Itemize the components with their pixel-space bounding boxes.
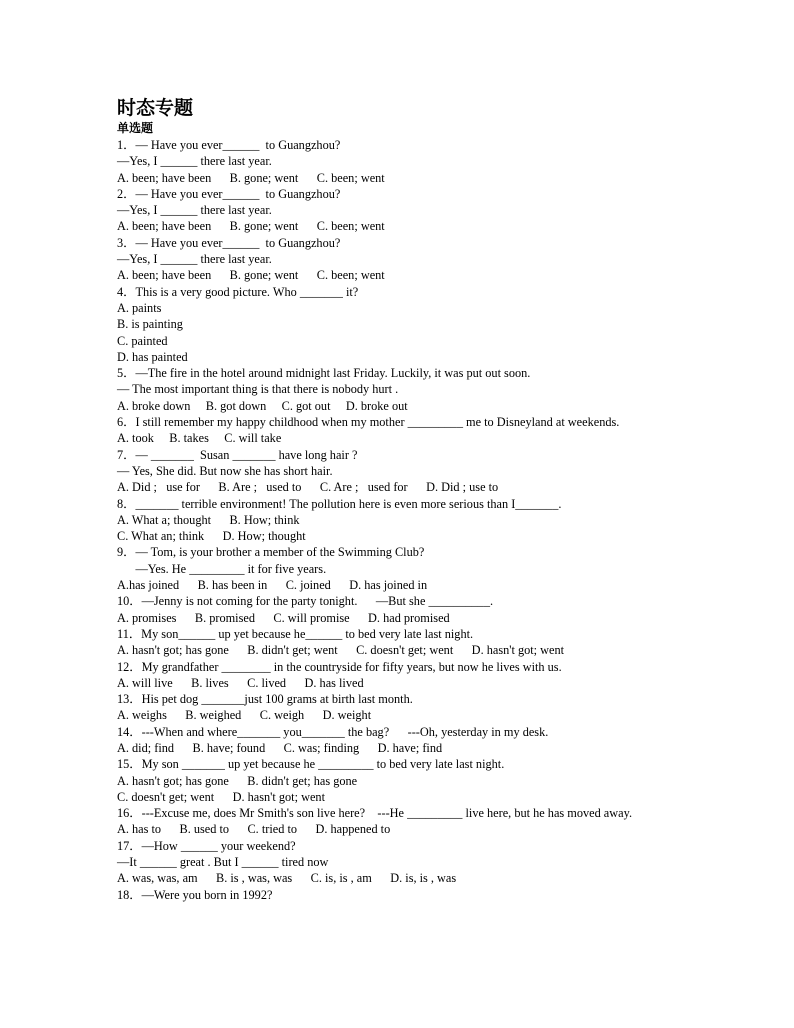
question-list: [117, 137, 754, 903]
question-line: A. What a; thought B. How; think: [117, 512, 300, 527]
question-line: 5．—The fire in the hotel around midnight last Friday. Luckily, it was put out soon.: [117, 366, 531, 381]
question-line: A. did; find B. have; found C. was; finding D. have; find: [117, 740, 443, 755]
question-line: A. paints: [117, 300, 162, 315]
question-line: 10．—Jenny is not coming for the party tonight. —But she __________.: [117, 594, 494, 609]
question-line: —Yes, I ______ there last year.: [117, 154, 272, 169]
question-line: A. been; have been B. gone; went C. been; went: [117, 170, 385, 185]
question-line: —Yes, I ______ there last year.: [117, 203, 272, 218]
document-title: 时态专题: [117, 97, 194, 119]
question-line: C. painted: [117, 333, 168, 348]
section-heading: 单选题: [117, 121, 154, 135]
question-line: 18．—Were you born in 1992?: [117, 887, 273, 902]
question-line: A. was, was, am B. is , was, was C. is, is , am D. is, is , was: [117, 871, 457, 886]
question-line: A. broke down B. got down C. got out D. broke out: [117, 398, 408, 413]
question-line: A. hasn't got; has gone B. didn't get; went C. doesn't get; went D. hasn't got; went: [117, 643, 565, 658]
question-line: 6．I still remember my happy childhood when my mother _________ me to Disneyland at weekends.: [117, 415, 620, 430]
question-line: 13．His pet dog _______just 100 grams at birth last month.: [117, 692, 413, 707]
question-line: — The most important thing is that there is nobody hurt .: [117, 382, 399, 397]
question-line: C. doesn't get; went D. hasn't got; went: [117, 789, 325, 804]
question-line: A. will live B. lives C. lived D. has lived: [117, 675, 364, 690]
question-line: 17．—How ______ your weekend?: [117, 838, 296, 853]
question-line: —It ______ great . But I ______ tired now: [117, 855, 329, 870]
question-line: A. been; have been B. gone; went C. been; went: [117, 268, 385, 283]
question-line: 16．---Excuse me, does Mr Smith's son live here? ---He _________ live here, but he has moved away.: [117, 806, 633, 821]
question-line: 7．— _______ Susan _______ have long hair ?: [117, 447, 358, 462]
question-line: 15．My son _______ up yet because he _________ to bed very late last night.: [117, 757, 505, 772]
question-line: A. been; have been B. gone; went C. been; went: [117, 219, 385, 234]
question-line: 14．---When and where_______ you_______ the bag? ---Oh, yesterday in my desk.: [117, 724, 549, 739]
question-line: A. took B. takes C. will take: [117, 431, 282, 446]
question-line: 8．_______ terrible environment! The pollution here is even more serious than I_______.: [117, 496, 562, 511]
question-line: —Yes, I ______ there last year.: [117, 252, 272, 267]
question-line: 11．My son______ up yet because he______ to bed very late last night.: [117, 626, 474, 641]
question-line: B. is painting: [117, 317, 183, 332]
question-line: A. weighs B. weighed C. weigh D. weight: [117, 708, 372, 723]
question-line: A. promises B. promised C. will promise D. had promised: [117, 610, 450, 625]
question-line: C. What an; think D. How; thought: [117, 529, 306, 544]
question-line: A. hasn't got; has gone B. didn't get; has gone: [117, 773, 358, 788]
question-line: —Yes. He _________ it for five years.: [117, 561, 327, 576]
question-line: A. has to B. used to C. tried to D. happened to: [117, 822, 391, 837]
question-line: — Yes, She did. But now she has short hair.: [117, 463, 333, 478]
question-line: A.has joined B. has been in C. joined D. has joined in: [117, 578, 428, 593]
question-line: 3．— Have you ever______ to Guangzhou?: [117, 235, 341, 250]
question-line: A. Did ; use for B. Are ; used to C. Are ; used for D. Did ; use to: [117, 480, 499, 495]
question-line: 1．— Have you ever______ to Guangzhou?: [117, 138, 341, 152]
question-line: D. has painted: [117, 349, 188, 364]
question-line: 2．— Have you ever______ to Guangzhou?: [117, 186, 341, 201]
question-line: 12．My grandfather ________ in the countryside for fifty years, but now he lives with us.: [117, 659, 562, 674]
question-line: 4．This is a very good picture. Who _______ it?: [117, 284, 359, 299]
question-line: 9．— Tom, is your brother a member of the Swimming Club?: [117, 545, 425, 560]
